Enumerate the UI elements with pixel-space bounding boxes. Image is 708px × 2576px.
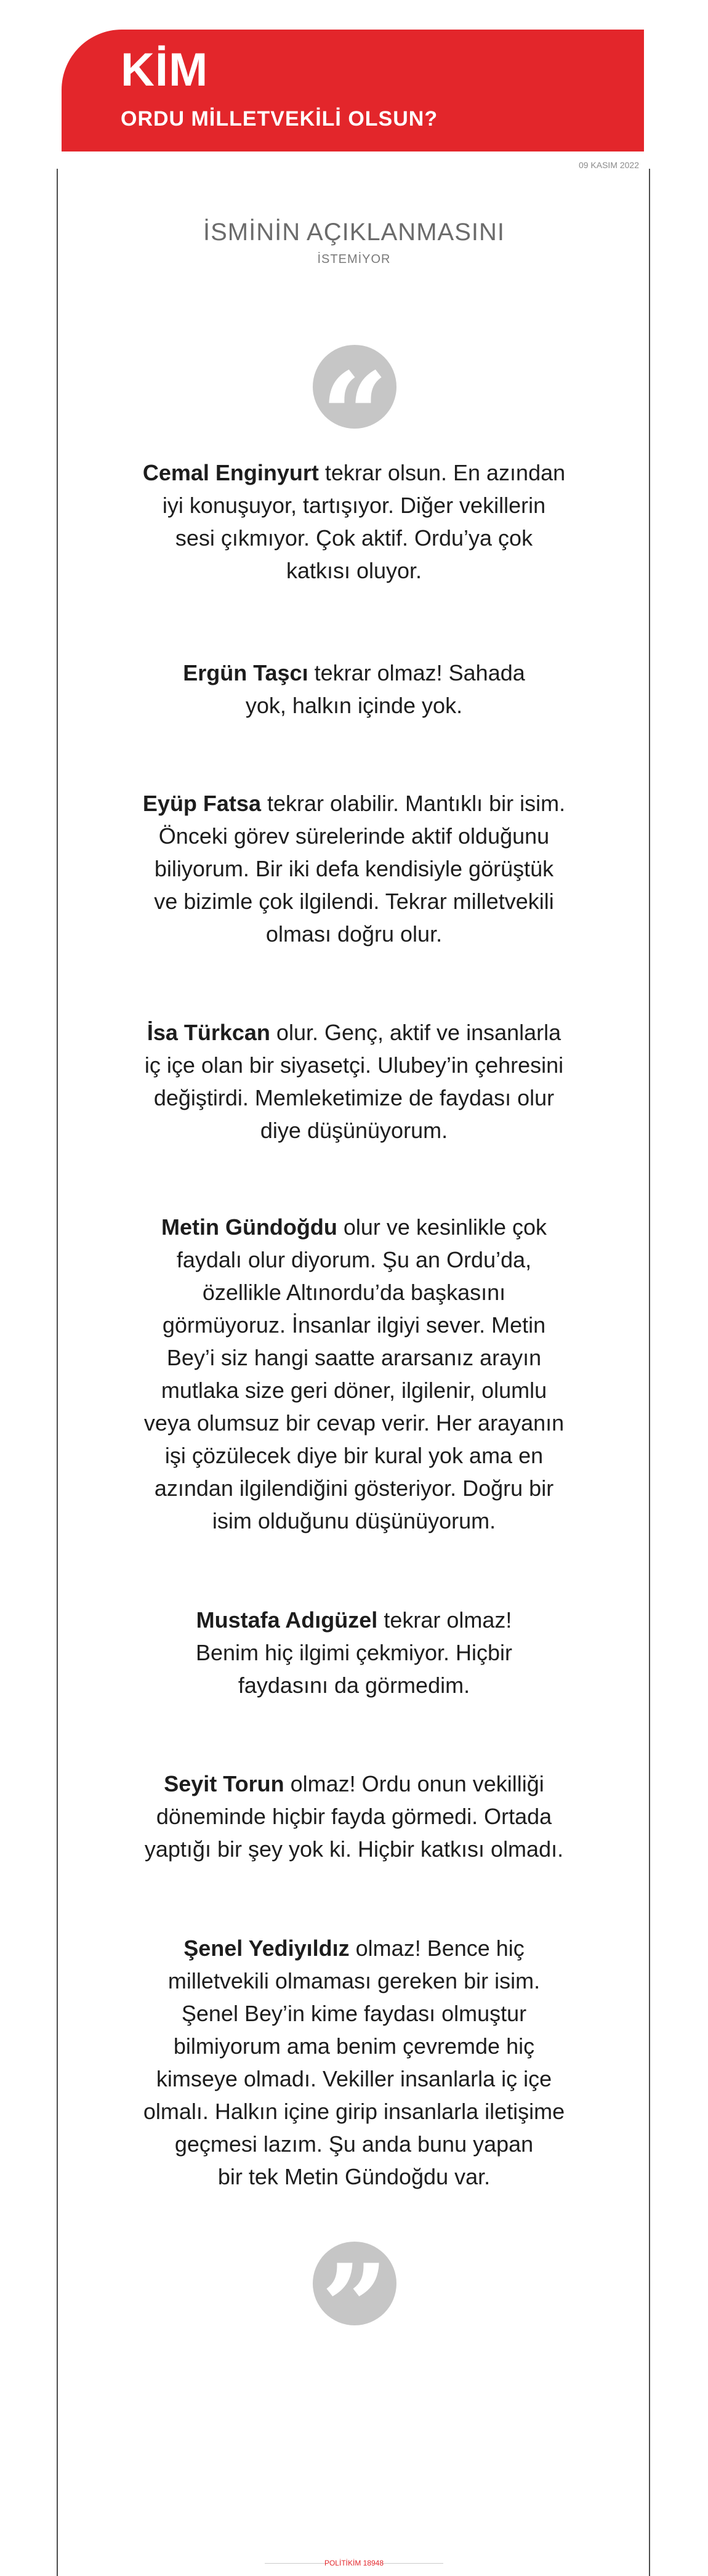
open-quote-icon: “ (313, 345, 396, 429)
entry-text-line: kimseye olmadı. Vekiller insanlarla iç içe (156, 2066, 552, 2091)
entry-text-line: görmüyoruz. İnsanlar ilgiyi sever. Metin (162, 1312, 546, 1338)
entry-name: Seyit Torun (164, 1771, 284, 1796)
entry-text-line: veya olumsuz bir cevap verir. Her arayanın (143, 1410, 565, 1435)
entry-text-line: mutlaka size geri döner, ilgilenir, olumlu (161, 1378, 547, 1403)
entry-text-line: azından ilgilendiğini gösteriyor. Doğru bir (154, 1476, 554, 1501)
entry-text-line: isim olduğunu düşünüyorum. (212, 1508, 496, 1533)
entry-text-line: biliyorum. Bir iki defa kendisiyle görüştük (154, 856, 554, 881)
entry-text-line: bilmiyorum ama benim çevremde hiç (173, 2033, 535, 2059)
entry-seyit-torun (132, 1767, 576, 1865)
entry-mustafa-adiguzel (132, 1604, 576, 1702)
entry-text-line: olmaz! Ordu onun vekilliği (284, 1771, 544, 1796)
entry-text-line: geçmesi lazım. Şu anda bunu yapan (174, 2131, 534, 2157)
entry-text-line: işi çözülecek diye bir kural yok ama en (164, 1443, 544, 1468)
entry-text-line: özellikle Altınordu’da başkasını (202, 1280, 506, 1305)
entry-senel-yediyildiz (132, 1932, 576, 2193)
entry-text-line: Önceki görev sürelerinde aktif olduğunu (158, 823, 550, 849)
entry-text-line: katkısı oluyor. (286, 558, 422, 583)
entry-text-line: Benim hiç ilgimi çekmiyor. Hiçbir (195, 1640, 513, 1665)
entry-name: Mustafa Adıgüzel (196, 1607, 378, 1633)
entry-metin-gundogdu (132, 1211, 576, 1537)
entry-name: İsa Türkcan (147, 1020, 270, 1045)
entry-eyup-fatsa (132, 787, 576, 950)
entry-text-line: Bey’i siz hangi saatte ararsanız arayın (166, 1345, 542, 1370)
entry-text-line: değiştirdi. Memleketimize de faydası olur (153, 1085, 555, 1110)
entry-text-line: tekrar olmaz! Sahada (308, 660, 525, 685)
footer-label: POLİTİKİM 18948 (324, 2559, 384, 2567)
entry-text-line: ve bizimle çok ilgilendi. Tekrar milletvekili (154, 889, 554, 914)
entry-text-line: olmaz! Bence hiç (349, 1936, 525, 1961)
entry-text-line: olur. Genç, aktif ve insanlarla (270, 1020, 561, 1045)
entry-text-line: olur ve kesinlikle çok (337, 1214, 547, 1240)
entry-text-line: iç içe olan bir siyasetçi. Ulubey’in çehresini (144, 1052, 564, 1078)
entry-text-line: diye düşünüyorum. (260, 1118, 448, 1143)
publish-date: 09 KASIM 2022 (578, 160, 639, 170)
entry-text-line: yok, halkın içinde yok. (245, 693, 463, 718)
entry-name: Metin Gündoğdu (161, 1214, 337, 1240)
entry-text-line: iyi konuşuyor, tartışıyor. Diğer vekillerin (162, 493, 546, 518)
entry-name: Cemal Enginyurt (142, 460, 319, 485)
entry-cemal-enginyurt (132, 456, 576, 587)
page-subtitle: ORDU MİLLETVEKİLİ OLSUN? (121, 107, 438, 131)
entry-text-line: tekrar olmaz! (377, 1607, 512, 1633)
entry-text-line: Şenel Bey’in kime faydası olmuştur (181, 2001, 527, 2026)
close-quote-icon: ” (313, 2242, 396, 2325)
entry-text-line: yaptığı bir şey yok ki. Hiçbir katkısı olmadı. (144, 1836, 564, 1862)
entry-isa-turkcan (132, 1016, 576, 1147)
entry-text-line: faydalı olur diyorum. Şu an Ordu’da, (176, 1247, 532, 1272)
frame-right-border (649, 169, 650, 2576)
entry-text-line: olmalı. Halkın içine girip insanlarla iletişime (143, 2099, 565, 2124)
entry-text-line: bir tek Metin Gündoğdu var. (217, 2164, 491, 2189)
entry-ergun-tasci (132, 656, 576, 722)
frame-left-border (57, 169, 58, 2576)
entry-text-line: milletvekili olmaması gereken bir isim. (167, 1968, 541, 1993)
section-heading: İSMİNİN AÇIKLANMASINI (203, 219, 505, 246)
entry-text-line: faydasını da görmedim. (238, 1673, 470, 1698)
entry-text-line: olması doğru olur. (265, 921, 443, 947)
entry-name: Eyüp Fatsa (142, 791, 261, 816)
entry-name: Ergün Taşcı (183, 660, 308, 685)
entry-name: Şenel Yediyıldız (183, 1936, 350, 1961)
page-title: KİM (121, 44, 209, 96)
section-subheading: İSTEMİYOR (317, 252, 391, 266)
entry-text-line: tekrar olabilir. Mantıklı bir isim. (260, 791, 566, 816)
entry-text-line: tekrar olsun. En azından (318, 460, 566, 485)
entry-text-line: sesi çıkmıyor. Çok aktif. Ordu’ya çok (175, 525, 533, 551)
entry-text-line: döneminde hiçbir fayda görmedi. Ortada (156, 1804, 552, 1829)
